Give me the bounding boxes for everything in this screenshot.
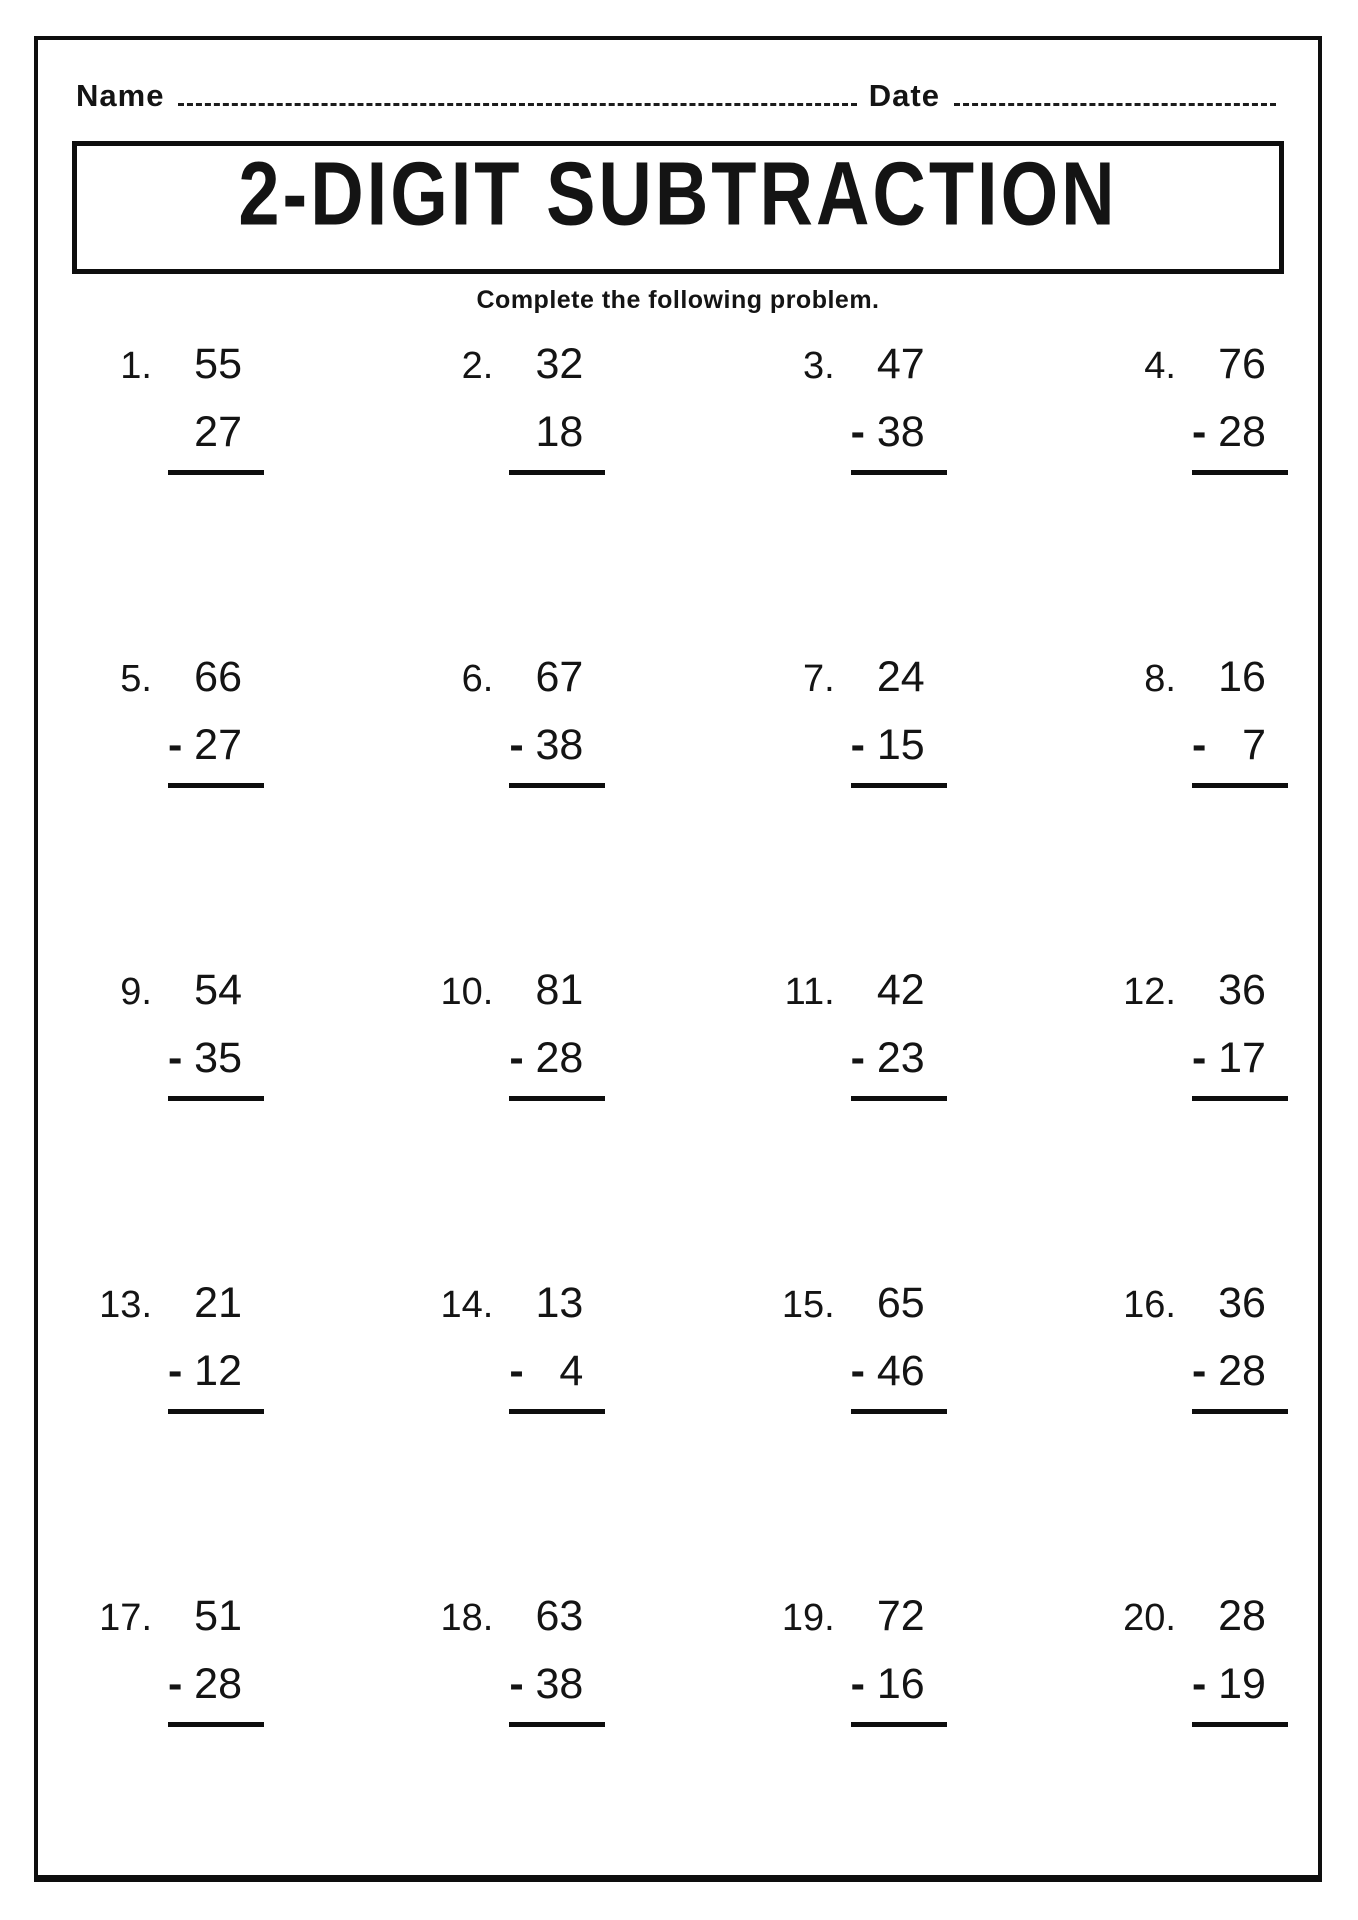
answer-line	[509, 1409, 605, 1414]
subtrahend-row	[168, 721, 264, 769]
problem-cell	[429, 966, 605, 1282]
problem-number: 1.	[120, 345, 152, 387]
minus-sign: -	[509, 721, 524, 769]
subtrahend-row	[1191, 1660, 1288, 1708]
minuend: 21	[194, 1279, 242, 1327]
answer-line	[851, 783, 947, 788]
minuend: 51	[194, 1592, 242, 1640]
problem-number: 15.	[781, 1284, 835, 1326]
minuend: 65	[876, 1279, 925, 1327]
subtrahend: 16	[876, 1660, 925, 1708]
problem-work-area	[168, 340, 264, 656]
problem-number: 3.	[802, 345, 835, 387]
minuend: 47	[876, 340, 925, 388]
problem-cell	[1112, 340, 1288, 656]
problem-number: 9.	[120, 971, 152, 1013]
problem-work-area	[168, 653, 264, 969]
subtrahend-row	[509, 721, 605, 769]
subtrahend: 18	[535, 408, 584, 456]
minuend: 54	[194, 966, 242, 1014]
minuend: 32	[535, 340, 584, 388]
problem-cell	[771, 653, 947, 969]
answer-line	[1192, 1096, 1288, 1101]
subtrahend: 27	[194, 408, 242, 456]
subtrahend-row	[168, 408, 264, 456]
subtrahend: 27	[194, 721, 242, 769]
subtrahend-row	[1191, 1034, 1288, 1082]
problem-number: 4.	[1144, 345, 1176, 387]
title-box	[72, 141, 1284, 274]
minus-sign: -	[509, 1034, 524, 1082]
minuend: 81	[535, 966, 584, 1014]
minuend: 63	[535, 1592, 584, 1640]
problem-cell	[1112, 653, 1288, 969]
subtrahend: 7	[1242, 721, 1266, 769]
answer-line	[168, 1722, 264, 1727]
problem-number: 7.	[802, 658, 835, 700]
problem-number: 20.	[1123, 1597, 1176, 1639]
subtrahend-row	[509, 408, 605, 456]
subtrahend: 46	[876, 1347, 925, 1395]
subtrahend-row	[509, 1034, 605, 1082]
problem-cell	[1112, 1279, 1288, 1595]
problem-number: 19.	[781, 1597, 835, 1639]
problem-cell	[88, 653, 264, 969]
problem-cell	[429, 1279, 605, 1595]
instructions-text: Complete the following problem.	[476, 286, 880, 314]
problem-work-area	[509, 966, 605, 1282]
answer-line	[168, 470, 264, 475]
subtrahend: 4	[559, 1347, 584, 1395]
problem-work-area	[1191, 966, 1288, 1282]
subtrahend: 35	[194, 1034, 242, 1082]
problem-work-area	[509, 1592, 605, 1908]
problem-cell	[429, 653, 605, 969]
date-label: Date	[868, 78, 940, 113]
minus-sign: -	[168, 1660, 183, 1708]
subtrahend: 28	[535, 1034, 584, 1082]
minus-sign: -	[1191, 1034, 1207, 1082]
minuend: 55	[194, 340, 242, 388]
page-title: 2-DIGIT SUBTRACTION	[238, 142, 1118, 244]
minus-sign: -	[1191, 408, 1207, 456]
worksheet-page-border	[34, 36, 1322, 1882]
minus-sign: -	[168, 721, 183, 769]
problem-work-area	[1191, 340, 1288, 656]
problem-work-area	[850, 340, 947, 656]
problem-work-area	[168, 1279, 264, 1595]
minus-sign: -	[850, 408, 865, 456]
problem-cell	[88, 1279, 264, 1595]
subtrahend: 19	[1218, 1660, 1266, 1708]
problem-number: 16.	[1123, 1284, 1176, 1326]
problem-row	[88, 966, 1288, 1282]
subtrahend: 38	[535, 721, 584, 769]
subtrahend: 28	[1218, 408, 1266, 456]
problem-work-area	[509, 653, 605, 969]
problem-number: 2.	[461, 345, 494, 387]
answer-line	[509, 1096, 605, 1101]
problem-work-area	[168, 966, 264, 1282]
problem-cell	[1112, 966, 1288, 1282]
subtrahend-row	[850, 1660, 947, 1708]
problem-cell	[771, 1592, 947, 1908]
name-date-row	[76, 80, 1278, 111]
subtrahend: 23	[876, 1034, 925, 1082]
minus-sign: -	[1191, 1347, 1207, 1395]
minuend: 36	[1218, 966, 1266, 1014]
problem-work-area	[168, 1592, 264, 1908]
subtrahend-row	[1191, 1347, 1288, 1395]
subtrahend-row	[850, 408, 947, 456]
minuend: 36	[1218, 1279, 1266, 1327]
answer-line	[1192, 470, 1288, 475]
answer-line	[509, 1722, 605, 1727]
minus-sign: -	[850, 1660, 865, 1708]
name-fill-line	[178, 101, 856, 106]
subtrahend-row	[509, 1660, 605, 1708]
problem-work-area	[850, 653, 947, 969]
subtrahend: 38	[535, 1660, 584, 1708]
minuend: 72	[876, 1592, 925, 1640]
subtrahend-row	[168, 1034, 264, 1082]
problem-number: 12.	[1123, 971, 1176, 1013]
problem-work-area	[850, 966, 947, 1282]
answer-line	[1192, 783, 1288, 788]
minus-sign: -	[1191, 1660, 1207, 1708]
problem-work-area	[850, 1279, 947, 1595]
problem-row	[88, 340, 1288, 656]
problem-row	[88, 1592, 1288, 1908]
answer-line	[509, 783, 605, 788]
problem-number: 10.	[440, 971, 494, 1013]
answer-line	[851, 1409, 947, 1414]
problem-number: 6.	[461, 658, 494, 700]
subtrahend-row	[850, 1034, 947, 1082]
minuend: 66	[194, 653, 242, 701]
subtrahend: 28	[1218, 1347, 1266, 1395]
subtrahend: 15	[876, 721, 925, 769]
minus-sign: -	[168, 1347, 183, 1395]
minuend: 13	[535, 1279, 584, 1327]
problem-cell	[88, 340, 264, 656]
subtrahend-row	[168, 1347, 264, 1395]
problem-cell	[88, 966, 264, 1282]
subtrahend-row	[168, 1660, 264, 1708]
subtrahend: 12	[194, 1347, 242, 1395]
problem-row	[88, 653, 1288, 969]
minuend: 28	[1218, 1592, 1266, 1640]
subtrahend: 38	[876, 408, 925, 456]
problem-cell	[1112, 1592, 1288, 1908]
problem-number: 8.	[1144, 658, 1176, 700]
subtrahend-row	[1191, 408, 1288, 456]
minus-sign: -	[850, 1034, 865, 1082]
answer-line	[168, 783, 264, 788]
minus-sign: -	[509, 1347, 524, 1395]
minuend: 16	[1218, 653, 1266, 701]
subtrahend: 17	[1218, 1034, 1266, 1082]
problem-number: 11.	[784, 971, 835, 1013]
minus-sign: -	[850, 1347, 865, 1395]
subtrahend-row	[850, 721, 947, 769]
problem-number: 13.	[99, 1284, 152, 1326]
problem-cell	[429, 1592, 605, 1908]
minuend: 24	[876, 653, 925, 701]
minus-sign: -	[168, 1034, 183, 1082]
subtrahend-row	[850, 1347, 947, 1395]
answer-line	[168, 1096, 264, 1101]
answer-line	[851, 1722, 947, 1727]
problem-work-area	[850, 1592, 947, 1908]
date-fill-line	[954, 101, 1276, 106]
problem-row	[88, 1279, 1288, 1595]
problem-work-area	[1191, 1592, 1288, 1908]
answer-line	[168, 1409, 264, 1414]
answer-line	[509, 470, 605, 475]
problem-number: 14.	[440, 1284, 494, 1326]
answer-line	[851, 1096, 947, 1101]
minus-sign: -	[850, 721, 865, 769]
problems-grid	[88, 340, 1288, 1908]
problem-work-area	[1191, 1279, 1288, 1595]
minus-sign: -	[1191, 721, 1207, 769]
name-label: Name	[76, 78, 165, 113]
problem-number: 5.	[120, 658, 152, 700]
answer-line	[1192, 1409, 1288, 1414]
answer-line	[851, 470, 947, 475]
minus-sign: -	[509, 1660, 524, 1708]
subtrahend: 28	[194, 1660, 242, 1708]
problem-work-area	[1191, 653, 1288, 969]
problem-work-area	[509, 340, 605, 656]
problem-cell	[771, 340, 947, 656]
problem-cell	[429, 340, 605, 656]
minuend: 42	[876, 966, 925, 1014]
problem-cell	[88, 1592, 264, 1908]
minuend: 67	[535, 653, 584, 701]
problem-number: 17.	[99, 1597, 152, 1639]
subtrahend-row	[509, 1347, 605, 1395]
problem-cell	[771, 966, 947, 1282]
problem-number: 18.	[440, 1597, 494, 1639]
minuend: 76	[1218, 340, 1266, 388]
problem-work-area	[509, 1279, 605, 1595]
subtrahend-row	[1191, 721, 1288, 769]
answer-line	[1192, 1722, 1288, 1727]
problem-cell	[771, 1279, 947, 1595]
